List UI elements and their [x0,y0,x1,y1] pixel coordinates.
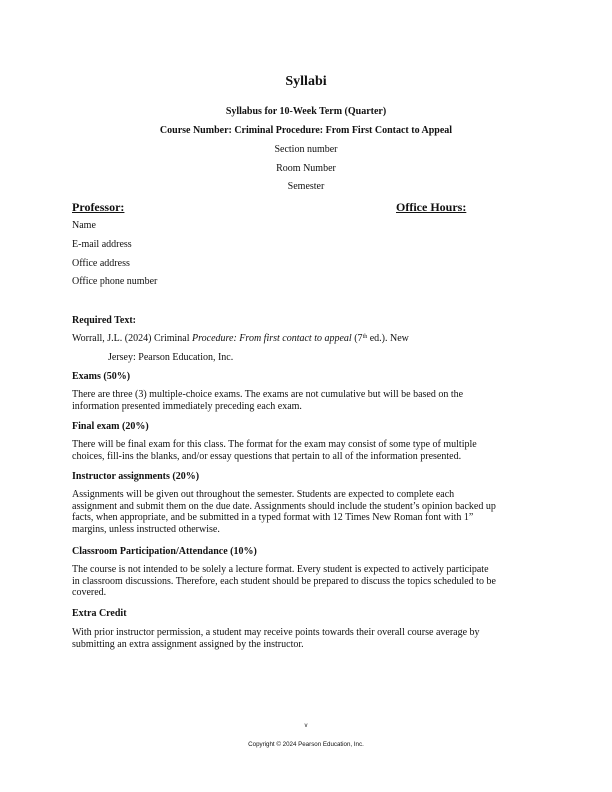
paragraph-line: There are three (3) multiple-choice exams. The exams are not cumulative but will be based on the [72,389,464,400]
paragraph-line: information presented immediately preceding each exam. [72,400,302,412]
room-number: Room Number [276,163,336,174]
final-exam-paragraph [72,439,544,462]
paragraph-line: facts, when appropriate, and be submitted in a typed format with 12 Times New Roman font with 1” [72,512,474,523]
paragraph-line: margins, unless instructed otherwise. [72,523,220,535]
participation-paragraph [72,564,544,599]
office-hours-heading: Office Hours: [396,200,467,214]
course-number: Course Number: Criminal Procedure: From First Contact to Appeal [159,125,453,136]
paragraph-line: Assignments will be given out throughout the semester. Students are expected to complete each [72,489,455,500]
section-number: Section number [274,144,338,155]
final-exam-heading: Final exam (20%) [72,421,149,432]
copyright-notice: Copyright © 2024 Pearson Education, Inc. [248,741,364,748]
assignments-paragraph [72,489,544,535]
professor-office: Office address [72,258,130,269]
participation-heading: Classroom Participation/Attendance (10%) [72,546,257,557]
syllabus-subtitle: Syllabus for 10-Week Term (Quarter) [225,106,387,117]
assignments-heading: Instructor assignments (20%) [72,471,200,482]
required-text-citation: Worrall, J.L. (2024) Criminal Procedure: From first contact to appeal (7th ed.). New [72,333,409,344]
paragraph-line: submitting an extra assignment assigned by the instructor. [72,638,304,650]
required-text-citation-line2: Jersey: Pearson Education, Inc. [108,352,234,363]
paragraph-line: covered. [72,587,107,598]
professor-phone: Office phone number [72,276,158,287]
document-title: Syllabi [285,74,327,89]
semester: Semester [287,181,325,192]
extra-credit-heading: Extra Credit [72,608,127,619]
paragraph-line: With prior instructor permission, a student may receive points towards their overall course average by [72,627,480,638]
paragraph-line: assignment and submit them on the due date. Assignments should include the student’s opinion backed up [72,500,496,512]
paragraph-line: There will be final exam for this class. The format for the exam may consist of some type of multiple [72,439,477,450]
exams-paragraph [72,389,544,412]
paragraph-line: The course is not intended to be solely a lecture format. Every student is expected to actively participate [72,564,489,575]
required-text-heading: Required Text: [72,315,136,326]
page-number: v [304,723,308,729]
paragraph-line: choices, fill-ins the blanks, and/or essay questions that pertain to all of the information presented. [72,450,462,462]
extra-credit-paragraph [72,627,544,650]
exams-heading: Exams (50%) [72,371,131,382]
professor-name: Name [72,220,96,231]
professor-email: E-mail address [72,239,132,250]
paragraph-line: in classroom discussions. Therefore, each student should be prepared to discuss the topics scheduled to be [72,575,496,587]
professor-heading: Professor: [72,200,125,214]
